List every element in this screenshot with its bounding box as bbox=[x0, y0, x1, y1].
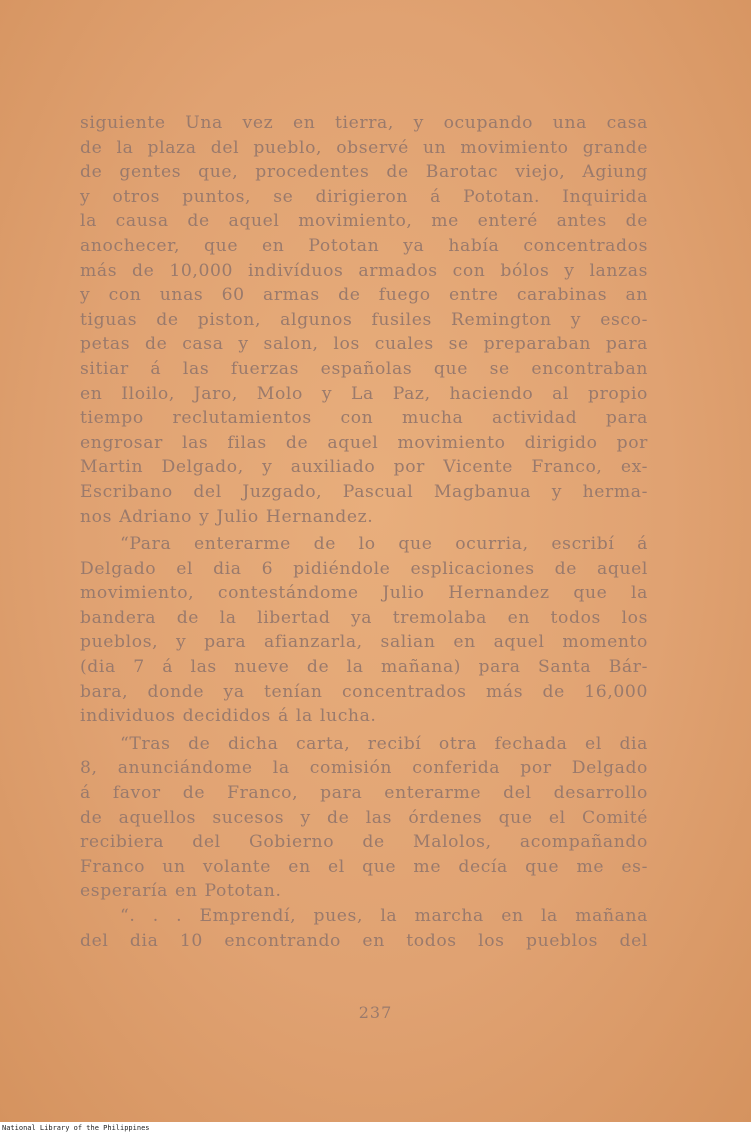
text-line: Escribano del Juzgado, Pascual Magbanua y herma- bbox=[80, 481, 648, 502]
footer-credit: National Library of the Philippines bbox=[2, 1124, 150, 1132]
text-line: tiguas de piston, algunos fusiles Remington y esco- bbox=[80, 309, 648, 330]
text-line: engrosar las filas de aquel movimiento dirigido por bbox=[80, 432, 648, 453]
text-line: anochecer, que en Pototan ya había concentrados bbox=[80, 235, 648, 256]
paragraph-1 bbox=[80, 111, 648, 529]
text-line: en Iloilo, Jaro, Molo y La Paz, haciendo al propio bbox=[80, 383, 648, 404]
text-line: á favor de Franco, para enterarme del desarrollo bbox=[80, 783, 648, 804]
text-line: de aquellos sucesos y de las órdenes que el Comité bbox=[80, 807, 648, 828]
text-line: esperaría en Pototan. bbox=[80, 881, 282, 902]
body-text bbox=[80, 111, 648, 953]
text-line: sitiar á las fuerzas españolas que se encontraban bbox=[80, 358, 648, 379]
text-line: (dia 7 á las nueve de la mañana) para Santa Bár- bbox=[80, 657, 648, 678]
text-line: Delgado el dia 6 pidiéndole esplicaciones de aquel bbox=[80, 558, 648, 579]
paragraph-3 bbox=[80, 732, 648, 904]
text-line: movimiento, contestándome Julio Hernandez que la bbox=[80, 583, 648, 604]
text-line: siguiente Una vez en tierra, y ocupando una casa bbox=[80, 113, 648, 133]
text-line: “. . . Emprendí, pues, la marcha en la mañana bbox=[120, 906, 648, 926]
paragraph-2 bbox=[80, 532, 648, 729]
text-line: individuos decididos á la lucha. bbox=[80, 706, 377, 727]
text-line: del dia 10 encontrando en todos los pueblos del bbox=[80, 930, 648, 951]
text-line: bara, donde ya tenían concentrados más de 16,000 bbox=[80, 681, 648, 702]
page-number: 237 bbox=[358, 1003, 393, 1022]
text-line: Martin Delgado, y auxiliado por Vicente Franco, ex- bbox=[80, 457, 648, 478]
text-line: “Tras de dicha carta, recibí otra fechada el dia bbox=[120, 733, 648, 754]
text-line: petas de casa y salon, los cuales se preparaban para bbox=[80, 334, 648, 355]
text-line: Franco un volante en el que me decía que me es- bbox=[80, 856, 648, 877]
text-line: más de 10,000 indivíduos armados con bólos y lanzas bbox=[80, 260, 648, 281]
text-line: nos Adriano y Julio Hernandez. bbox=[80, 506, 374, 527]
text-line: de gentes que, procedentes de Barotac viejo, Agiung bbox=[80, 162, 648, 183]
text-line: “Para enterarme de lo que ocurria, escribí á bbox=[120, 534, 648, 555]
paragraph-4 bbox=[80, 904, 648, 953]
text-line: 8, anunciándome la comisión conferida por Delgado bbox=[80, 758, 648, 779]
text-line: recibiera del Gobierno de Malolos, acompañando bbox=[80, 832, 648, 853]
text-line: y con unas 60 armas de fuego entre carabinas an bbox=[80, 285, 648, 306]
text-line: y otros puntos, se dirigieron á Pototan. Inquirida bbox=[80, 186, 648, 207]
text-line: pueblos, y para afianzarla, salian en aquel momento bbox=[80, 632, 648, 653]
text-line: de la plaza del pueblo, observé un movimiento grande bbox=[80, 137, 648, 158]
text-line: la causa de aquel movimiento, me enteré antes de bbox=[80, 211, 648, 232]
text-line: tiempo reclutamientos con mucha actividad para bbox=[80, 408, 648, 429]
text-line: bandera de la libertad ya tremolaba en todos los bbox=[80, 607, 648, 628]
